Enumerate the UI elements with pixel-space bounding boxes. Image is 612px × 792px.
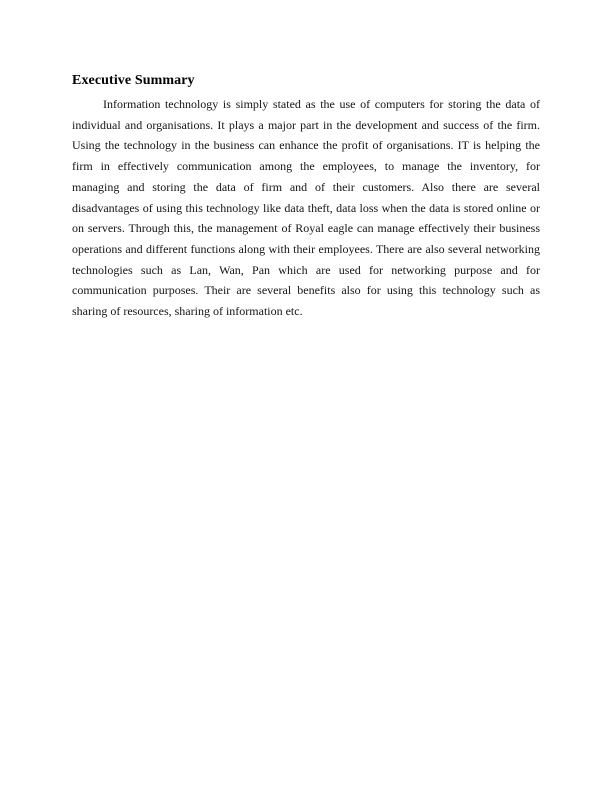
paragraph-line: on servers. Through this, the management of Royal eagle can manage effectively their business bbox=[72, 221, 540, 236]
paragraph-line: technologies such as Lan, Wan, Pan which are used for networking purpose and for bbox=[72, 262, 540, 277]
summary-paragraph bbox=[72, 94, 540, 322]
paragraph-line: Information technology is simply stated as the use of computers for storing the data of bbox=[103, 97, 540, 111]
paragraph-line: disadvantages of using this technology like data theft, data loss when the data is stored online or bbox=[72, 200, 540, 215]
paragraph-line: communication purposes. Their are several benefits also for using this technology such as bbox=[72, 283, 540, 298]
paragraph-line: individual and organisations. It plays a major part in the development and success of the firm. bbox=[72, 117, 540, 132]
paragraph-line: operations and different functions along with their employees. There are also several networking bbox=[72, 241, 540, 256]
executive-summary-section bbox=[72, 71, 540, 322]
section-heading: Executive Summary bbox=[72, 73, 195, 88]
paragraph-line: sharing of resources, sharing of information etc. bbox=[72, 304, 303, 319]
paragraph-line: managing and storing the data of firm and of their customers. Also there are several bbox=[72, 179, 540, 194]
paragraph-line: firm in effectively communication among the employees, to manage the inventory, for bbox=[72, 159, 540, 174]
paragraph-line: Using the technology in the business can enhance the profit of organisations. IT is helping the bbox=[72, 138, 540, 153]
